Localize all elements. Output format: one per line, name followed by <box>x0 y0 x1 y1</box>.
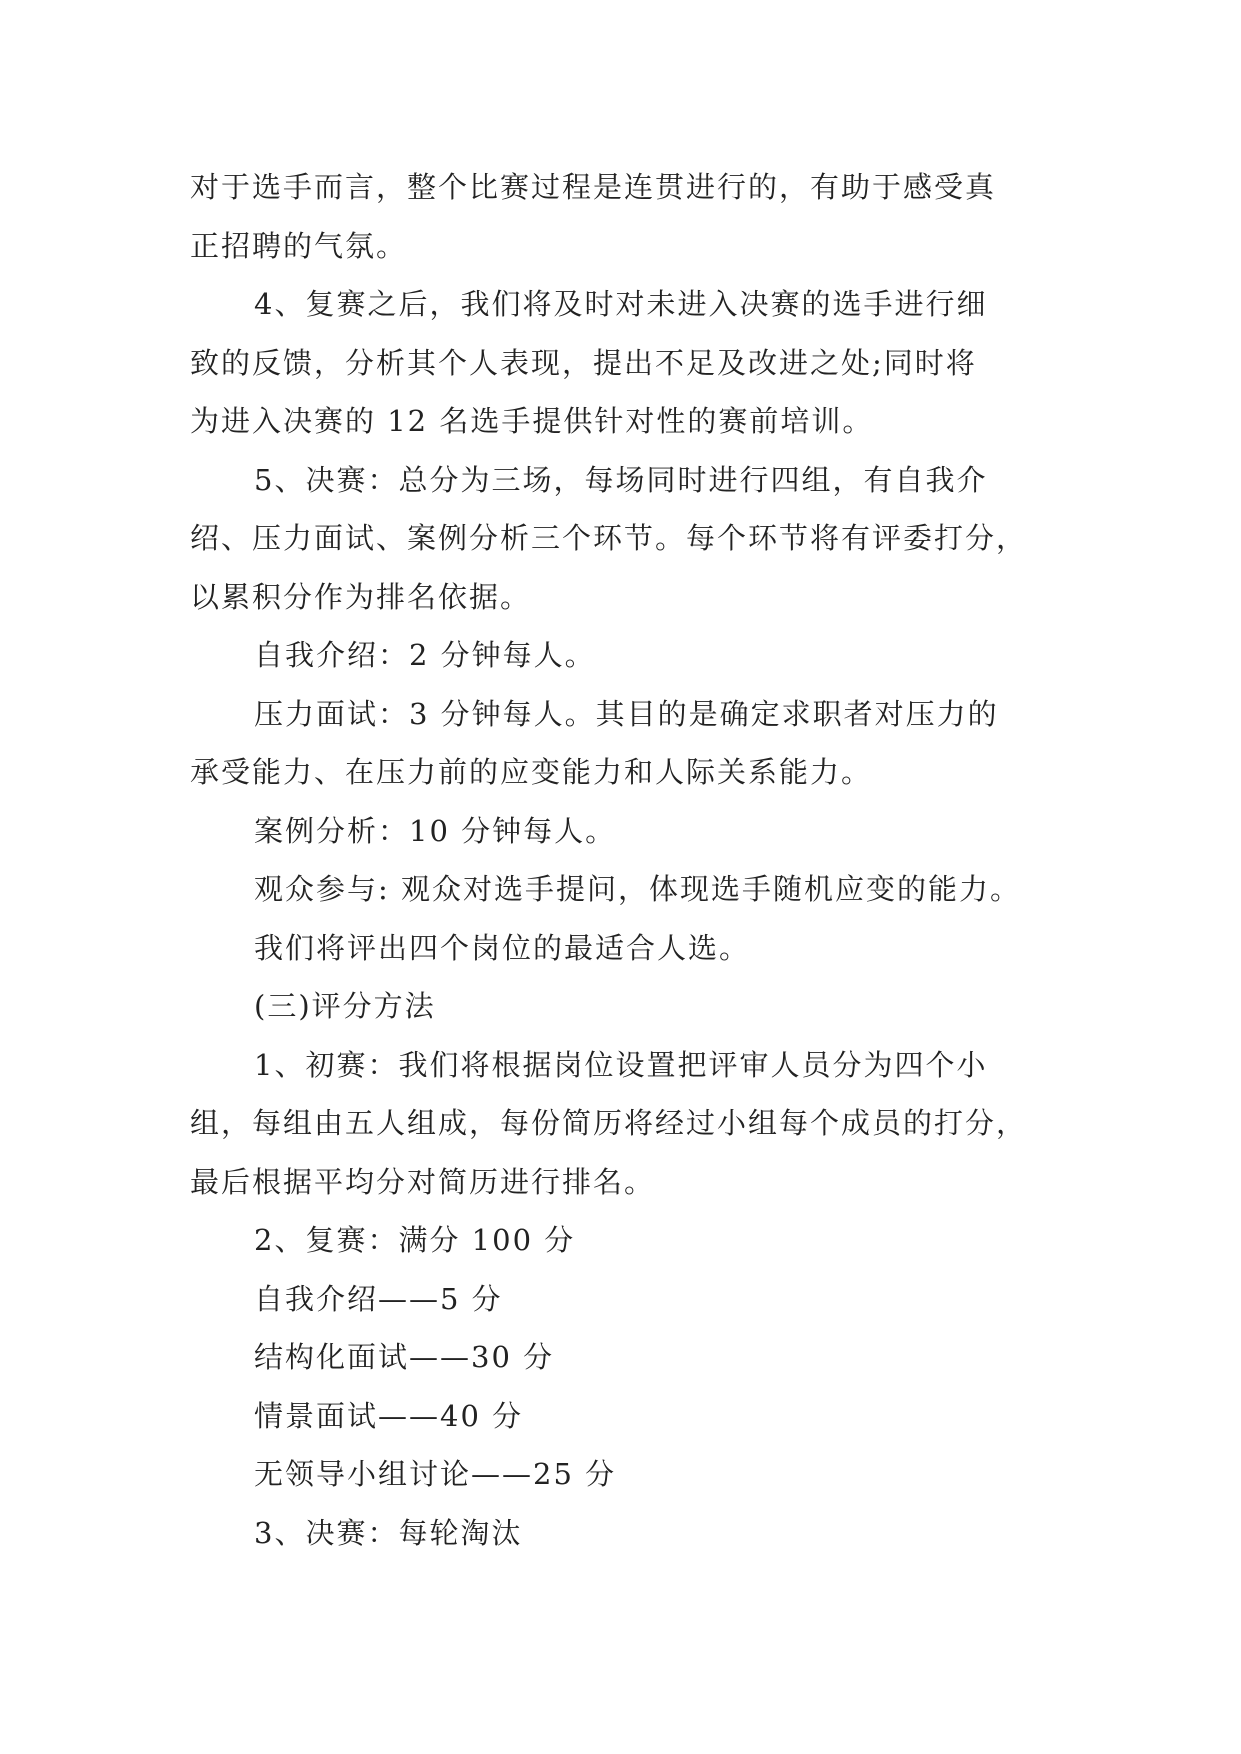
score-item-self-intro <box>190 1270 1050 1329</box>
text-line: 绍、压力面试、案例分析三个环节。每个环节将有评委打分， <box>190 521 1028 555</box>
text-line: 正招聘的气氛。 <box>190 228 408 263</box>
text-line: 案例分析：10 分钟每人。 <box>254 813 617 848</box>
paragraph-self-intro <box>190 626 1050 685</box>
text-line: 压力面试：3 分钟每人。其目的是确定求职者对压力的 <box>254 696 999 731</box>
text-line: 5、决赛：总分为三场，每场同时进行四组，有自我介 <box>254 462 988 497</box>
score-item-leaderless <box>190 1445 1050 1504</box>
text-line: 组，每组由五人组成，每份简历将经过小组每个成员的打分， <box>190 1106 1028 1140</box>
text-line: 观众参与: 观众对选手提问，体现选手随机应变的能力。 <box>254 872 1021 906</box>
text-line: 1、初赛：我们将根据岗位设置把评审人员分为四个小 <box>254 1047 988 1082</box>
text-line: 3、决赛：每轮淘汰 <box>254 1515 523 1550</box>
text-line: 对于选手而言，整个比赛过程是连贯进行的，有助于感受真 <box>190 170 997 204</box>
text-line: (三)评分方法 <box>254 989 436 1023</box>
text-line: 自我介绍：2 分钟每人。 <box>254 638 596 672</box>
text-line: 以累积分作为排名依据。 <box>190 579 532 614</box>
paragraph-selection <box>190 919 1050 978</box>
paragraph-case-analysis <box>190 802 1050 861</box>
paragraph-preliminary <box>190 1036 1050 1212</box>
text-line: 2、复赛：满分 100 分 <box>254 1223 576 1257</box>
document-body <box>190 158 1050 1562</box>
paragraph-pressure-interview <box>190 685 1050 802</box>
text-line: 致的反馈，分析其个人表现，提出不足及改进之处;同时将 <box>190 345 977 380</box>
paragraph-continuation <box>190 158 1050 275</box>
text-line: 承受能力、在压力前的应变能力和人际关系能力。 <box>190 755 873 789</box>
paragraph-semifinal-feedback <box>190 275 1050 451</box>
text-line: 为进入决赛的 12 名选手提供针对性的赛前培训。 <box>190 404 874 438</box>
text-line: 4、复赛之后，我们将及时对未进入决赛的选手进行细 <box>254 287 988 321</box>
paragraph-final <box>190 451 1050 627</box>
text-line: 无领导小组讨论——25 分 <box>254 1457 617 1491</box>
text-line: 最后根据平均分对简历进行排名。 <box>190 1164 656 1199</box>
paragraph-final-elimination <box>190 1504 1050 1563</box>
paragraph-audience <box>190 860 1050 919</box>
paragraph-semifinal-score <box>190 1211 1050 1270</box>
section-heading-scoring <box>190 977 1050 1036</box>
text-line: 情景面试——40 分 <box>254 1398 524 1433</box>
text-line: 我们将评出四个岗位的最适合人选。 <box>254 930 751 965</box>
text-line: 自我介绍——5 分 <box>254 1281 503 1316</box>
text-line: 结构化面试——30 分 <box>254 1340 555 1374</box>
score-item-situational <box>190 1387 1050 1446</box>
score-item-structured <box>190 1328 1050 1387</box>
